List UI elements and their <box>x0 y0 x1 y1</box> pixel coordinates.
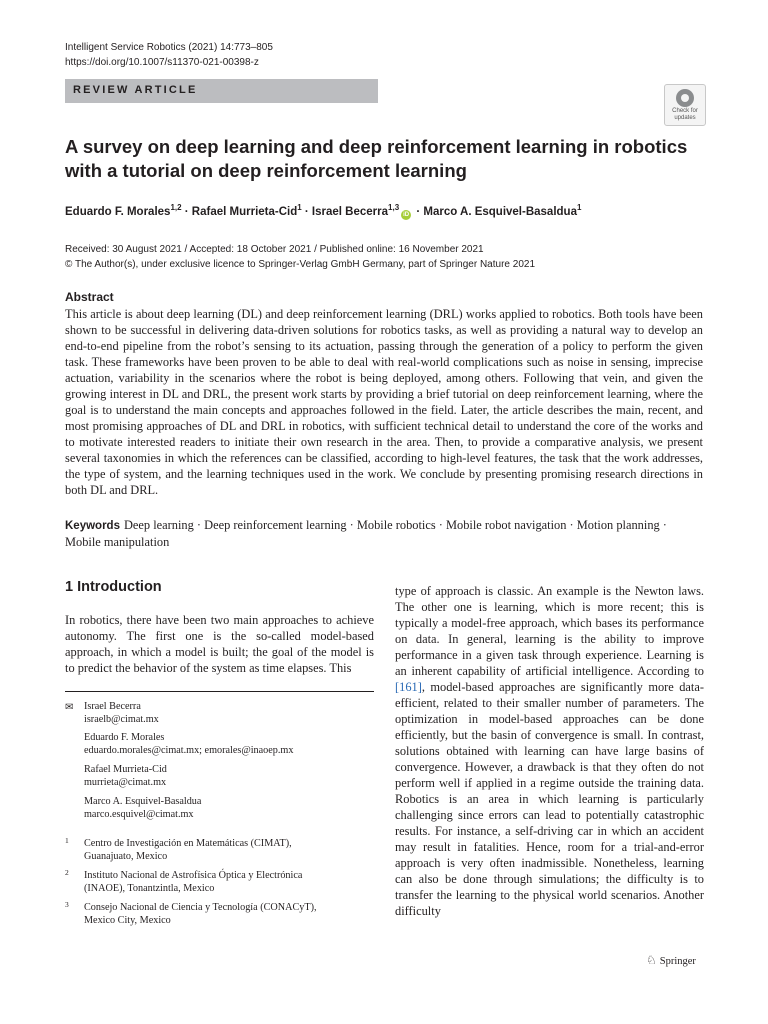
citation-link[interactable]: [161] <box>395 680 422 694</box>
affiliation-text: Consejo Nacional de Ciencia y Tecnología (CONACyT), Mexico City, Mexico <box>84 902 317 926</box>
intro-paragraph-left: In robotics, there have been two main approaches to achieve autonomy. The first one is the so-called model-based approach, in which a model is built; the goal of the model is to predict the behavior of the system as time elapses. This <box>65 613 374 675</box>
affiliation-number: 1 <box>65 836 69 845</box>
author-separator: · <box>413 205 424 218</box>
author-name[interactable]: Eduardo F. Morales <box>65 205 171 218</box>
journal-header <box>65 40 273 70</box>
intro-text: , model-based approaches are significantly more data-efficient, related to their smaller number of parameters. The optimization in model-based approaches can be done efficiently, but the basin of convergence is small. In contrast, solutions obtained with learning can have large basins of convergence. However, a drawback is that they often do not perform well if applied in a regime outside the training data. Robotics is an area in which learning is particularly challenging since errors can lead to potentially catastrophic results. For instance, a self-driving car in which an accident may result in fatalities. Hence, room for a trial-and-error approach is very often inadmissible. Nonetheless, learning can also be done through simulations; the difficulty is to transfer the learning to the physical world scenarios. Another difficulty <box>395 680 704 918</box>
author-name[interactable]: Israel Becerra <box>311 205 389 218</box>
affiliation-text: Instituto Nacional de Astrofísica Óptica y Electrónica (INAOE), Tonantzintla, Mexico <box>84 870 303 894</box>
contact-entry <box>84 731 374 757</box>
paper-title: A survey on deep learning and deep reinforcement learning in robotics with a tutorial on deep reinforcement learning <box>65 136 688 181</box>
author-list <box>65 203 705 220</box>
publisher-logo <box>646 953 696 968</box>
copyright-line: © The Author(s), under exclusive licence to Springer-Verlag GmbH Germany, part of Springer Nature 2021 <box>65 259 535 270</box>
author-affiliation-marker: 1,3 <box>388 203 400 212</box>
envelope-icon: ✉ <box>65 702 74 713</box>
intro-paragraph-right <box>395 583 704 919</box>
abstract-text: This article is about deep learning (DL) and deep reinforcement learning (DRL) works applied to robotics. Both tools have been shown to be successful in delivering data-driven solutions for robotics tasks, as well as providing a natural way to develop an end-to-end pipeline from the robot’s sensing to its actuation, passing through the generation of a policy to perform the given task. These frameworks have been proven to be able to deal with real-world complications such as noise in sensing, imprecise actuation, variability in the scenarios where the robot is being deployed, among others. Following that vein, and given the growing interest in DL and DRL, the present work starts by providing a brief tutorial on deep reinforcement learning, where the goal is to understand the main concepts and approaches followed in the field. Later, the article describes the main, recent, and most promising approaches of DL and DRL in robotics, with sufficient technical detail to understand the core of the works and to motivate interested readers to initiate their own research in the area. Then, to provide a comparative analysis, we present several taxonomies in which the references can be classified, according to high-level features, the task that the work addresses, the type of system, and the learning techniques used in the work. We conclude by presenting promising research directions in both DL and DRL. <box>65 307 703 497</box>
intro-text: type of approach is classic. An example is the Newton laws. The other one is learning, which is more recent; this is typically a model-free approach, which bases its performance on data. In general, learning is the ability to improve performance in a given task through experience. Learning is an inherent capability of artificial intelligence. According to <box>395 584 704 678</box>
keywords-heading: Keywords <box>65 520 120 532</box>
author-name[interactable]: Rafael Murrieta-Cid <box>191 205 298 218</box>
contact-entry <box>84 763 374 789</box>
check-for-updates-button[interactable] <box>664 84 706 126</box>
author-separator: · <box>301 205 312 218</box>
publisher-name: Springer <box>659 956 696 967</box>
journal-citation: Intelligent Service Robotics (2021) 14:773–805 <box>65 42 273 53</box>
article-type-badge <box>65 79 378 103</box>
doi-link[interactable]: https://doi.org/10.1007/s11370-021-00398-z <box>65 57 259 68</box>
contact-email[interactable]: murrieta@cimat.mx <box>84 777 167 788</box>
abstract-heading: Abstract <box>65 290 114 304</box>
affiliation-number: 3 <box>65 900 69 909</box>
author-affiliation-marker: 1 <box>576 203 582 212</box>
author-affiliation-marker: 1,2 <box>170 203 182 212</box>
contact-name: Eduardo F. Morales <box>84 732 165 743</box>
contact-email[interactable]: israelb@cimat.mx <box>84 714 159 725</box>
contact-name: Marco A. Esquivel-Basaldua <box>84 796 202 807</box>
contact-entry <box>84 795 374 821</box>
keywords-list: Deep learning · Deep reinforcement learning · Mobile robotics · Mobile robot navigation · Motion planning · Mobile manipulation <box>65 518 667 549</box>
dates-line: Received: 30 August 2021 / Accepted: 18 October 2021 / Published online: 16 November 2021 <box>65 244 484 255</box>
springer-horse-icon: ♘ <box>646 953 657 967</box>
keywords <box>65 517 703 550</box>
publication-dates <box>65 242 705 272</box>
author-separator: · <box>181 205 192 218</box>
author-affiliation-marker: 1 <box>297 203 302 212</box>
check-updates-label: Check for updates <box>672 108 698 121</box>
contact-name: Rafael Murrieta-Cid <box>84 764 167 775</box>
footnote-divider <box>65 691 374 692</box>
article-type-label: REVIEW ARTICLE <box>73 84 198 96</box>
section-heading: 1 Introduction <box>65 579 162 595</box>
contact-email[interactable]: eduardo.morales@cimat.mx; emorales@inaoep.mx <box>84 745 294 756</box>
author-name[interactable]: Marco A. Esquivel-Basaldua <box>423 205 577 218</box>
contact-name: Israel Becerra <box>84 701 141 712</box>
check-updates-icon <box>676 89 694 107</box>
contact-email[interactable]: marco.esquivel@cimat.mx <box>84 809 194 820</box>
affiliation-number: 2 <box>65 868 69 877</box>
orcid-icon[interactable]: iD <box>403 211 410 218</box>
affiliation-text: Centro de Investigación en Matemáticas (CIMAT), Guanajuato, Mexico <box>84 838 292 862</box>
contact-entry <box>84 700 374 726</box>
